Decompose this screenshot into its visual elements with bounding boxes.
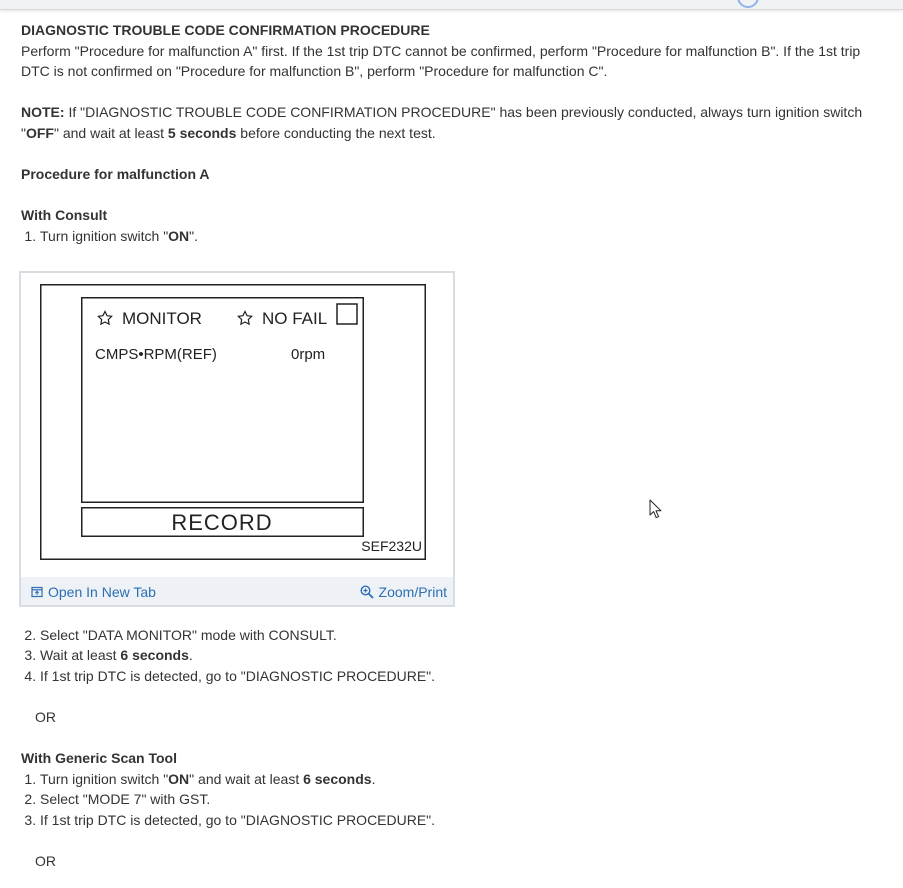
note-off: OFF — [25, 124, 54, 141]
note-text-3: before conducting the next test. — [236, 124, 436, 141]
param-label: CMPS•RPM(REF) — [95, 345, 217, 363]
record-label: RECORD — [171, 509, 273, 535]
checkbox-square-icon — [337, 304, 357, 324]
open-new-tab-icon — [31, 586, 43, 598]
consult-step-4: 4. If 1st trip DTC is detected, go to "DIAGNOSTIC PROCEDURE". — [40, 666, 883, 687]
note-seconds: 5 seconds — [167, 124, 237, 141]
gst-step-2: 2. Select "MODE 7" with GST. — [40, 789, 883, 810]
figure-footer — [21, 577, 453, 605]
mouse-cursor-icon — [649, 499, 663, 519]
zoom-print-label: Zoom/Print — [378, 583, 447, 600]
no-fail-label: NO FAIL — [262, 308, 328, 328]
param-value: 0rpm — [291, 345, 326, 363]
open-new-tab-label: Open In New Tab — [48, 583, 156, 600]
gst-step-1: 1. Turn ignition switch "ON" and wait at least 6 seconds. — [40, 769, 883, 790]
consult-steps-b — [21, 625, 883, 687]
consult-title: With Consult — [21, 207, 108, 224]
document-content — [21, 20, 883, 872]
consult-step-2: 2. Select "DATA MONITOR" mode with CONSULT. — [40, 625, 883, 646]
consult-screen-diagram — [40, 284, 426, 560]
or-separator-2: OR — [35, 853, 56, 870]
intro-paragraph: Perform "Procedure for malfunction A" first. If the 1st trip DTC cannot be confirmed, perform "Procedure for malfunction B". If the 1st trip DTC is not confirmed on "Procedure for malfunction B", perform "Procedure for malfunction C". — [21, 42, 861, 80]
zoom-print-link[interactable] — [360, 582, 447, 603]
consult-step-1: 1. Turn ignition switch "ON". — [40, 226, 883, 247]
figure-sef232u — [19, 271, 455, 607]
figure-code: SEF232U — [361, 537, 422, 554]
consult-steps-a — [21, 226, 883, 247]
zoom-icon — [360, 585, 374, 599]
note-label: NOTE: — [21, 104, 65, 121]
monitor-label: MONITOR — [122, 308, 202, 328]
top-toolbar — [0, 0, 903, 10]
consult-step-3: 3. Wait at least 6 seconds. — [40, 645, 883, 666]
gst-steps — [21, 769, 883, 831]
note-paragraph — [21, 102, 883, 143]
page-heading: DIAGNOSTIC TROUBLE CODE CONFIRMATION PROCEDURE — [21, 22, 430, 38]
gst-title: With Generic Scan Tool — [21, 750, 177, 767]
gst-step-3: 3. If 1st trip DTC is detected, go to "DIAGNOSTIC PROCEDURE". — [40, 810, 883, 831]
note-text-2: " and wait at least — [53, 124, 168, 141]
or-separator-1: OR — [35, 708, 56, 725]
toolbar-button-icon[interactable] — [737, 0, 759, 8]
procedure-title: Procedure for malfunction A — [21, 166, 210, 183]
note-text-1: If "DIAGNOSTIC TROUBLE CODE CONFIRMATION PROCEDURE" has been previously conducted, always turn ignition switch " — [21, 104, 863, 141]
open-new-tab-link[interactable] — [31, 582, 156, 603]
monitor-screen — [82, 297, 364, 502]
